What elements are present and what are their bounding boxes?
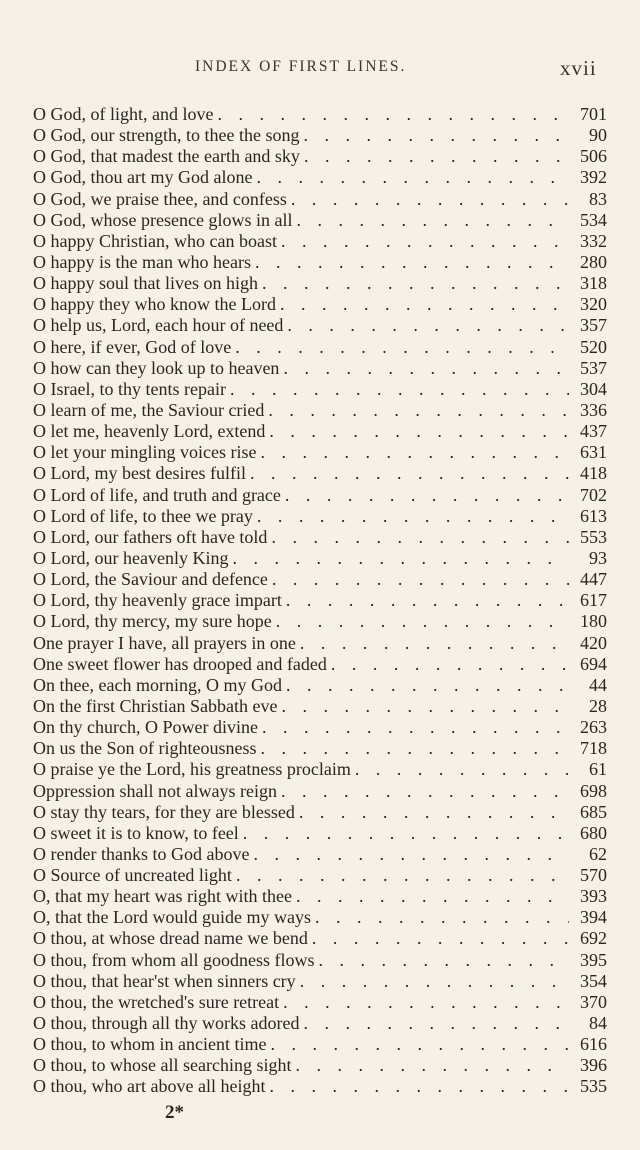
dot-leader xyxy=(286,590,569,611)
hymn-number: 534 xyxy=(580,209,607,230)
dot-leader xyxy=(303,1013,569,1034)
index-entry xyxy=(33,337,607,358)
index-entry xyxy=(33,506,607,527)
first-line-text: O Lord, the Saviour and defence xyxy=(33,569,268,590)
dot-leader xyxy=(262,273,569,294)
hymn-number: 616 xyxy=(580,1034,607,1055)
first-line-text: O thou, who art above all height xyxy=(33,1076,266,1097)
index-entry xyxy=(33,569,607,590)
first-line-text: O God, thou art my God alone xyxy=(33,167,253,188)
hymn-number: 702 xyxy=(580,484,607,505)
dot-leader xyxy=(236,865,569,886)
hymn-number: 304 xyxy=(580,378,607,399)
dot-leader xyxy=(291,189,569,210)
first-line-text: Oppression shall not always reign xyxy=(33,780,277,801)
first-line-text: O learn of me, the Saviour cried xyxy=(33,399,265,420)
dot-leader xyxy=(271,527,569,548)
hymn-number: 263 xyxy=(580,717,607,738)
index-entry xyxy=(33,590,607,611)
index-entry xyxy=(33,717,607,738)
index-entry xyxy=(33,210,607,231)
index-entry xyxy=(33,802,607,823)
first-line-text: O, that the Lord would guide my ways xyxy=(33,907,311,928)
hymn-number: 694 xyxy=(580,653,607,674)
first-line-text: O God, that madest the earth and sky xyxy=(33,146,300,167)
first-line-text: On the first Christian Sabbath eve xyxy=(33,695,278,716)
hymn-number: 680 xyxy=(580,822,607,843)
hymn-number: 685 xyxy=(580,801,607,822)
dot-leader xyxy=(255,252,569,273)
index-entry xyxy=(33,167,607,188)
hymn-number: 280 xyxy=(580,251,607,272)
first-line-text: O thou, that hear'st when sinners cry xyxy=(33,970,296,991)
dot-leader xyxy=(232,548,569,569)
hymn-number: 631 xyxy=(580,442,607,463)
hymn-number: 44 xyxy=(589,674,607,695)
first-line-text: One sweet flower has drooped and faded xyxy=(33,653,327,674)
first-line-text: O Lord, thy heavenly grace impart xyxy=(33,590,282,611)
first-line-text: O happy Christian, who can boast xyxy=(33,230,277,251)
dot-leader xyxy=(262,717,569,738)
index-entry xyxy=(33,1013,607,1034)
hymn-number: 392 xyxy=(580,167,607,188)
dot-leader xyxy=(296,210,569,231)
hymn-number: 318 xyxy=(580,273,607,294)
first-line-text: O God, of light, and love xyxy=(33,104,214,124)
dot-leader xyxy=(300,633,569,654)
hymn-number: 336 xyxy=(580,399,607,420)
first-line-text: On thy church, O Power divine xyxy=(33,717,258,738)
dot-leader xyxy=(281,696,569,717)
hymn-number: 447 xyxy=(580,569,607,590)
index-entry xyxy=(33,315,607,336)
index-entry xyxy=(33,421,607,442)
dot-leader xyxy=(269,421,569,442)
dot-leader xyxy=(261,738,570,759)
index-entry xyxy=(33,294,607,315)
hymn-number: 418 xyxy=(580,463,607,484)
index-of-first-lines xyxy=(33,104,607,1098)
index-entry xyxy=(33,823,607,844)
index-entry xyxy=(33,146,607,167)
first-line-text: O thou, to whom in ancient time xyxy=(33,1034,267,1055)
dot-leader xyxy=(285,485,569,506)
first-line-text: One prayer I have, all prayers in one xyxy=(33,632,296,653)
hymn-number: 506 xyxy=(580,146,607,167)
hymn-number: 617 xyxy=(580,590,607,611)
hymn-number: 692 xyxy=(580,928,607,949)
dot-leader xyxy=(303,125,569,146)
dot-leader xyxy=(217,104,569,125)
index-entry xyxy=(33,992,607,1013)
first-line-text: O thou, the wretched's sure retreat xyxy=(33,991,280,1012)
dot-leader xyxy=(250,463,569,484)
hymn-number: 718 xyxy=(580,738,607,759)
first-line-text: On thee, each morning, O my God xyxy=(33,674,282,695)
index-entry xyxy=(33,633,607,654)
hymn-number: 535 xyxy=(580,1076,607,1097)
first-line-text: O sweet it is to know, to feel xyxy=(33,822,239,843)
hymn-number: 28 xyxy=(589,695,607,716)
first-line-text: O how can they look up to heaven xyxy=(33,357,280,378)
dot-leader xyxy=(276,611,569,632)
first-line-text: O help us, Lord, each hour of need xyxy=(33,315,284,336)
hymn-number: 520 xyxy=(580,336,607,357)
first-line-text: O Israel, to thy tents repair xyxy=(33,378,226,399)
hymn-number: 420 xyxy=(580,632,607,653)
dot-leader xyxy=(300,971,569,992)
index-entry xyxy=(33,1034,607,1055)
index-entry xyxy=(33,189,607,210)
index-entry xyxy=(33,442,607,463)
first-line-text: O Lord, thy mercy, my sure hope xyxy=(33,611,272,632)
index-entry xyxy=(33,950,607,971)
dot-leader xyxy=(243,823,569,844)
hymn-number: 553 xyxy=(580,526,607,547)
first-line-text: O Lord, our heavenly King xyxy=(33,547,229,568)
hymn-number: 332 xyxy=(580,230,607,251)
dot-leader xyxy=(299,802,569,823)
hymn-number: 93 xyxy=(589,547,607,568)
hymn-number: 698 xyxy=(580,780,607,801)
index-entry xyxy=(33,611,607,632)
dot-leader xyxy=(304,146,569,167)
hymn-number: 83 xyxy=(589,188,607,209)
dot-leader xyxy=(296,886,569,907)
hymn-number: 395 xyxy=(580,949,607,970)
hymn-number: 393 xyxy=(580,886,607,907)
first-line-text: O happy is the man who hears xyxy=(33,251,251,272)
dot-leader xyxy=(280,294,569,315)
first-line-text: O God, we praise thee, and confess xyxy=(33,188,287,209)
hymn-number: 537 xyxy=(580,357,607,378)
hymn-number: 437 xyxy=(580,421,607,442)
hymn-number: 354 xyxy=(580,970,607,991)
dot-leader xyxy=(253,844,569,865)
index-entry xyxy=(33,527,607,548)
first-line-text: O stay thy tears, for they are blessed xyxy=(33,801,295,822)
dot-leader xyxy=(315,907,569,928)
first-line-text: O praise ye the Lord, his greatness proclaim xyxy=(33,759,351,780)
hymn-number: 370 xyxy=(580,991,607,1012)
hymn-number: 84 xyxy=(589,1013,607,1034)
first-line-text: O God, whose presence glows in all xyxy=(33,209,293,230)
dot-leader xyxy=(256,167,569,188)
dot-leader xyxy=(295,1055,569,1076)
index-entry xyxy=(33,104,607,125)
running-head xyxy=(0,56,640,80)
hymn-number: 570 xyxy=(580,865,607,886)
first-line-text: O, that my heart was right with thee xyxy=(33,886,292,907)
first-line-text: O thou, at whose dread name we bend xyxy=(33,928,308,949)
index-entry xyxy=(33,781,607,802)
index-entry xyxy=(33,654,607,675)
index-entry xyxy=(33,358,607,379)
dot-leader xyxy=(331,654,569,675)
dot-leader xyxy=(286,675,569,696)
hymn-number: 180 xyxy=(580,611,607,632)
first-line-text: O thou, from whom all goodness flows xyxy=(33,949,315,970)
first-line-text: O let your mingling voices rise xyxy=(33,442,257,463)
dot-leader xyxy=(235,337,569,358)
hymn-number: 613 xyxy=(580,505,607,526)
first-line-text: O Lord, my best desires fulfil xyxy=(33,463,246,484)
hymn-number: 701 xyxy=(580,104,607,124)
dot-leader xyxy=(260,442,569,463)
index-entry xyxy=(33,971,607,992)
dot-leader xyxy=(230,379,569,400)
index-entry xyxy=(33,759,607,780)
dot-leader xyxy=(268,400,569,421)
page-number: xvii xyxy=(560,56,597,80)
index-entry xyxy=(33,675,607,696)
dot-leader xyxy=(270,1034,569,1055)
dot-leader xyxy=(281,231,569,252)
first-line-text: O happy they who know the Lord xyxy=(33,294,276,315)
index-entry xyxy=(33,548,607,569)
dot-leader xyxy=(355,759,569,780)
index-entry xyxy=(33,379,607,400)
index-entry xyxy=(33,273,607,294)
dot-leader xyxy=(283,358,569,379)
index-entry xyxy=(33,907,607,928)
hymn-number: 357 xyxy=(580,315,607,336)
first-line-text: O Source of uncreated light xyxy=(33,865,232,886)
hymn-number: 396 xyxy=(580,1055,607,1076)
dot-leader xyxy=(257,506,569,527)
page-title: INDEX OF FIRST LINES. xyxy=(195,58,407,75)
dot-leader xyxy=(287,315,569,336)
first-line-text: O Lord, our fathers oft have told xyxy=(33,526,268,547)
hymn-number: 62 xyxy=(589,843,607,864)
first-line-text: O let me, heavenly Lord, extend xyxy=(33,421,266,442)
index-entry xyxy=(33,738,607,759)
dot-leader xyxy=(283,992,569,1013)
first-line-text: O thou, to whose all searching sight xyxy=(33,1055,292,1076)
dot-leader xyxy=(281,781,569,802)
first-line-text: O God, our strength, to thee the song xyxy=(33,125,300,146)
index-entry xyxy=(33,886,607,907)
hymn-number: 320 xyxy=(580,294,607,315)
dot-leader xyxy=(272,569,569,590)
first-line-text: O render thanks to God above xyxy=(33,843,250,864)
index-entry xyxy=(33,1076,607,1097)
first-line-text: O Lord of life, to thee we pray xyxy=(33,505,253,526)
index-entry xyxy=(33,125,607,146)
first-line-text: O Lord of life, and truth and grace xyxy=(33,484,281,505)
hymn-number: 394 xyxy=(580,907,607,928)
index-entry xyxy=(33,696,607,717)
first-line-text: O happy soul that lives on high xyxy=(33,273,258,294)
hymn-number: 90 xyxy=(589,125,607,146)
index-entry xyxy=(33,844,607,865)
index-entry xyxy=(33,865,607,886)
signature-mark: 2* xyxy=(165,1102,184,1123)
first-line-text: O thou, through all thy works adored xyxy=(33,1013,300,1034)
first-line-text: O here, if ever, God of love xyxy=(33,336,232,357)
first-line-text: On us the Son of righteousness xyxy=(33,738,257,759)
dot-leader xyxy=(312,928,569,949)
index-entry xyxy=(33,463,607,484)
index-entry xyxy=(33,928,607,949)
index-entry xyxy=(33,231,607,252)
dot-leader xyxy=(269,1076,569,1097)
index-entry xyxy=(33,485,607,506)
index-entry xyxy=(33,252,607,273)
hymn-number: 61 xyxy=(589,759,607,780)
index-entry xyxy=(33,1055,607,1076)
index-entry xyxy=(33,400,607,421)
dot-leader xyxy=(318,950,569,971)
